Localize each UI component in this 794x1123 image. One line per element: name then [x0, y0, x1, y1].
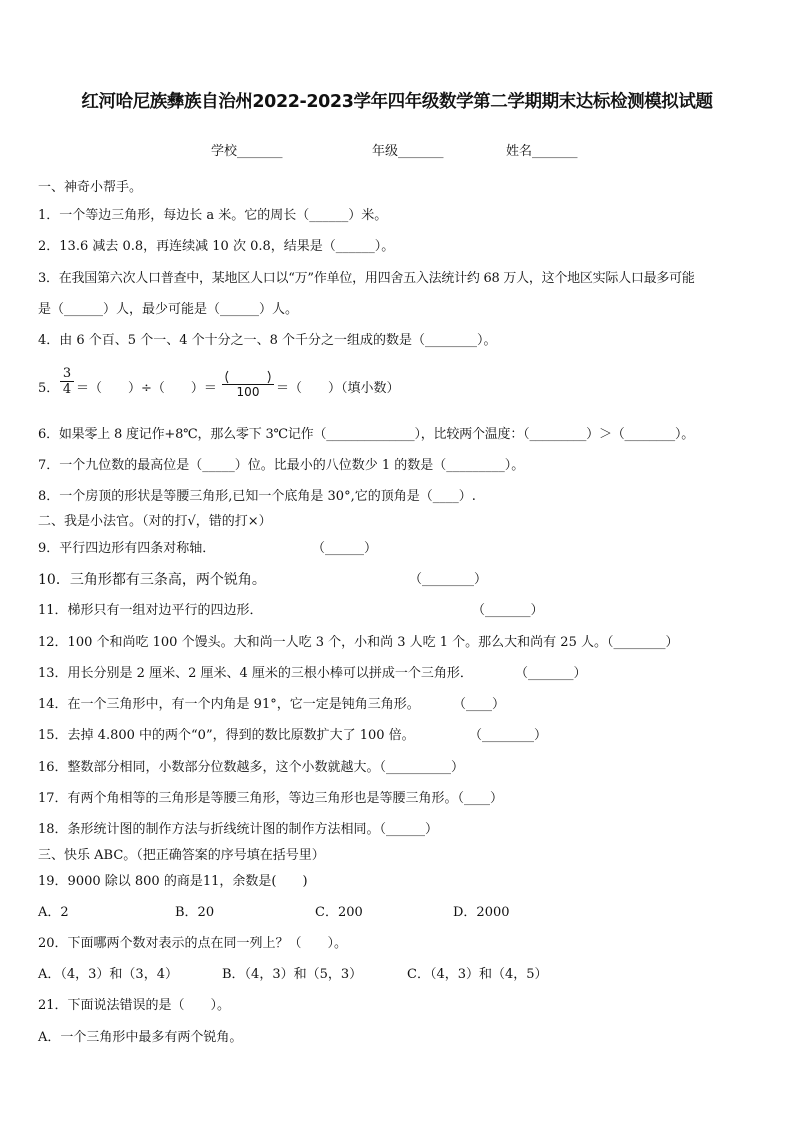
- name-field: 姓名_______: [506, 144, 578, 159]
- question-14-answer-blank: （____）: [453, 697, 506, 712]
- fraction-denominator: 4: [62, 382, 72, 397]
- question-13-answer-blank: （_______）: [515, 666, 587, 681]
- question-2: 2．13.6 减去 0.8，再连续减 10 次 0.8，结果是（______）。: [38, 239, 395, 254]
- question-20-option-a: A．（4，3）和（3，4）: [38, 967, 178, 982]
- question-19-option-b: B．20: [175, 905, 215, 920]
- question-13: 13．用长分别是 2 厘米、2 厘米、4 厘米的三根小棒可以拼成一个三角形．: [38, 666, 473, 681]
- question-11-answer-blank: （_______）: [472, 603, 544, 618]
- question-20-option-b: B．（4，3）和（5，3）: [222, 967, 363, 982]
- question-5-tail: ＝（ ）（填小数）: [276, 381, 400, 396]
- question-1: 1．一个等边三角形，每边长 a 米。它的周长（______）米。: [38, 208, 388, 223]
- question-3-line-1: 3．在我国第六次人口普查中，某地区人口以“万”作单位，用四舍五入法统计约 68 万人，这个地区实际人口最多可能: [38, 271, 695, 286]
- question-18: 18．条形统计图的制作方法与折线统计图的制作方法相同。（______）: [38, 822, 439, 837]
- question-19-option-a: A．2: [38, 905, 69, 920]
- question-9: 9．平行四边形有四条对称轴．: [38, 541, 216, 556]
- question-19-option-d: D．2000: [453, 905, 510, 920]
- fraction-denominator-100: 100: [236, 385, 260, 399]
- grade-field: 年级_______: [372, 144, 444, 159]
- section-1-heading: 一、神奇小帮手。: [38, 180, 143, 195]
- question-21: 21．下面说法错误的是（ ）。: [38, 998, 231, 1013]
- question-9-answer-blank: （______）: [312, 541, 378, 556]
- question-5-fraction-100: [222, 370, 274, 400]
- section-2-heading: 二、我是小法官。（对的打√，错的打×）: [38, 514, 272, 529]
- question-20: 20．下面哪两个数对表示的点在同一列上？（ ）。: [38, 936, 348, 951]
- question-10: 10．三角形都有三条高，两个锐角。: [38, 572, 266, 588]
- question-11: 11．梯形只有一组对边平行的四边形．: [38, 603, 263, 618]
- question-16: 16．整数部分相同，小数部分位数越多，这个小数就越大。（__________）: [38, 760, 465, 775]
- school-field: 学校_______: [211, 144, 283, 159]
- question-3-line-2: 是（______）人，最少可能是（______）人。: [38, 302, 299, 317]
- question-14: 14．在一个三角形中，有一个内角是 91°，它一定是钝角三角形。: [38, 697, 420, 712]
- question-12: 12．100 个和尚吃 100 个馒头。大和尚一人吃 3 个，小和尚 3 人吃 1 个。那么大和尚有 25 人。（________）: [38, 635, 679, 650]
- question-5-middle: ＝（ ）÷（ ）＝: [76, 381, 217, 396]
- question-6: 6．如果零上 8 度记作+8℃，那么零下 3℃记作（______________），比较两个温度：（_________）＞（________）。: [38, 427, 695, 442]
- question-17: 17．有两个角相等的三角形是等腰三角形，等边三角形也是等腰三角形。（____）: [38, 791, 504, 806]
- question-20-option-c: C．（4，3）和（4，5）: [407, 967, 548, 982]
- fraction-numerator: 3: [62, 366, 72, 381]
- question-19-option-c: C．200: [315, 905, 363, 920]
- question-5-label: 5．: [38, 381, 60, 396]
- question-4: 4．由 6 个百、5 个一、4 个十分之一、8 个千分之一组成的数是（________）。: [38, 333, 497, 348]
- question-15-answer-blank: （________）: [469, 728, 548, 743]
- question-21-option-a: A．一个三角形中最多有两个锐角。: [38, 1030, 243, 1045]
- question-5-fraction: [60, 366, 74, 397]
- question-19: 19．9000 除以 800 的商是11，余数是( ): [38, 874, 308, 889]
- question-7: 7．一个九位数的最高位是（_____）位。比最小的八位数少 1 的数是（_________）。: [38, 458, 525, 473]
- page-title: 红河哈尼族彝族自治州2022-2023学年四年级数学第二学期期末达标检测模拟试题: [81, 92, 713, 112]
- section-3-heading: 三、快乐 ABC。（把正确答案的序号填在括号里）: [38, 848, 325, 863]
- question-15: 15．去掉 4.800 中的两个“0”，得到的数比原数扩大了 100 倍。: [38, 728, 415, 743]
- question-8: 8．一个房顶的形状是等腰三角形,已知一个底角是 30°,它的顶角是（____）.: [38, 489, 476, 504]
- parenthesis-blank-icon: [222, 370, 274, 384]
- question-10-answer-blank: （________）: [409, 572, 488, 587]
